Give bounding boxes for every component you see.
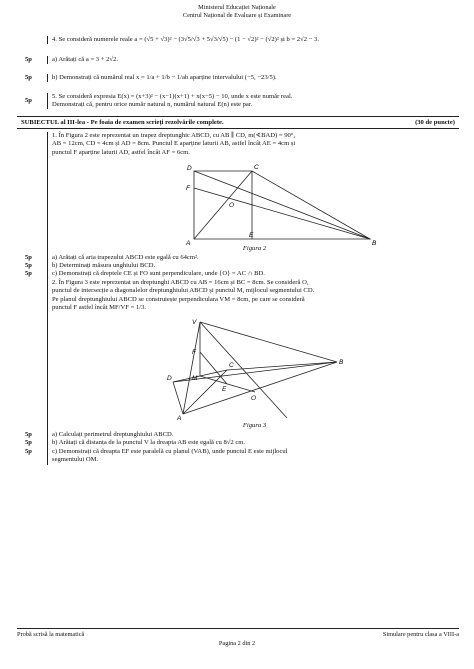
edge-da — [173, 382, 183, 414]
p2c-line1: c) Demonstrați că dreapta EF este paralelă cu planul (VAB), unde punctul E este mijlocul — [52, 447, 288, 455]
p2-block — [17, 279, 459, 431]
center-name: Centrul Național de Evaluare și Examinare — [182, 12, 292, 19]
footer-right: Simulare pentru clasa a VIII-a — [382, 631, 459, 638]
p1a-row — [17, 254, 459, 262]
q4b-text: b) Demonstrați că numărul real x = 1/a + 1/b − 1/ab aparține intervalului (−5, −23/5). — [47, 74, 459, 82]
p2-line1: 2. În Figura 3 este reprezentat un dreptunghi ABCD cu AB = 16cm și BC = 8cm. Se consideră O, — [52, 278, 309, 286]
p2b-text: b) Arătați că distanța de la punctul V la dreapta AB este egală cu 8√2 cm. — [47, 439, 459, 447]
p1c-row — [17, 270, 459, 278]
q4a-text: a) Arătați că a = 3 + 2√2. — [47, 56, 459, 64]
edge-ab — [183, 362, 337, 414]
section-3-heading: SUBIECTUL al III-lea - Pe foaia de examen scrieți rezolvările complete. — [21, 119, 224, 126]
figure-3-caption: Figura 3 — [242, 422, 267, 430]
fig3-label-m: M — [192, 375, 198, 383]
diagonal-bd — [194, 171, 370, 239]
segment-fb — [194, 188, 370, 239]
p1c-text: c) Demonstrați că dreptele CE și FO sunt perpendiculare, unde {O} = AC ∩ BD. — [47, 270, 459, 278]
p2c-line2: segmentului OM. — [52, 456, 99, 464]
p2-line2: punctul de intersecție a diagonalelor dreptunghiului ABCD și punctul M, mijlocul segmentului CD. — [52, 287, 315, 295]
points-label: 5p — [25, 262, 32, 270]
fig2-label-c: C — [254, 164, 259, 172]
q4-stem-row — [17, 27, 459, 53]
fig2-label-a: A — [186, 240, 191, 246]
p1b-text: b) Determinați măsura unghiului BCD. — [47, 262, 459, 270]
section-3-points: (30 de puncte) — [415, 119, 455, 126]
fig3-label-o: O — [251, 395, 257, 403]
points-label: 5p — [25, 253, 32, 261]
points-label: 5p — [25, 55, 32, 63]
page-footer — [17, 628, 459, 638]
fig3-label-b: B — [339, 359, 344, 367]
diagonal-db — [173, 362, 337, 382]
p2c-row — [17, 448, 459, 465]
q4-stem: 4. Se consideră numerele reale a = (√5 + √3)² − (3√5/√3 + 5√3/√5) − (1 − √2)² − (√2)² și b = 2√2 − 3. — [47, 36, 459, 44]
edge-vb — [200, 322, 337, 362]
page-header — [0, 4, 474, 20]
fig2-label-d: D — [187, 165, 192, 173]
p1-line2: AB = 12cm, CD = 4cm și AD = 8cm. Punctul E aparține laturii AB, astfel încât AE = 4cm și — [52, 140, 296, 148]
p2a-text: a) Calculați perimetrul dreptunghiului ABCD. — [47, 431, 459, 439]
q5-line1: 5. Se consideră expresia E(x) = (x+3)² − (x−1)(x+1) + x(x−5) − 10, unde x este număr real. — [52, 92, 293, 100]
points-label: 5p — [25, 439, 32, 447]
p1a-text: a) Arătați că aria trapezului ABCD este egală cu 64cm². — [47, 254, 459, 262]
figure-3 — [167, 314, 367, 422]
q5-text — [47, 93, 459, 110]
figure-2-caption: Figura 2 — [242, 245, 267, 253]
points-label: 5p — [25, 96, 32, 104]
diagonal-ac — [194, 171, 252, 239]
footer-left: Probă scrisă la matematică — [17, 631, 85, 638]
page-number: Pagina 2 din 2 — [218, 640, 256, 647]
p2b-row — [17, 439, 459, 447]
fig3-label-e: E — [222, 386, 227, 394]
fig3-label-f: F — [192, 349, 196, 357]
fig2-label-f: F — [186, 185, 190, 193]
q5-row — [17, 89, 459, 113]
ministry-name: Ministerul Educației Naționale — [198, 4, 276, 11]
segment-mo — [200, 376, 255, 392]
fig2-label-e: E — [249, 232, 254, 240]
p1-line3: punctul F aparține laturii AD, astfel încât AF = 6cm. — [52, 148, 190, 156]
points-label: 5p — [25, 447, 32, 455]
p2-line4: punctul F astfel încât MF/VF = 1/3. — [52, 304, 147, 312]
fig2-label-o: O — [229, 202, 235, 210]
p1-line1: 1. În Figura 2 este reprezentat un trapez dreptunghic ABCD, cu AB ∥ CD, m(∢BAD) = 90°, — [52, 132, 296, 139]
segment-fe — [200, 352, 227, 384]
points-label: 5p — [25, 270, 32, 278]
q4b-row — [17, 67, 459, 89]
fig3-label-v: V — [192, 319, 197, 327]
p1-block — [17, 132, 459, 254]
points-label: 5p — [25, 73, 32, 81]
points-label: 5p — [25, 430, 32, 438]
exam-sheet — [17, 27, 459, 465]
p2-line3: Pe planul dreptunghiului ABCD se construiește perpendiculara VM = 8cm, pe care se consideră — [52, 295, 305, 303]
fig3-label-a: A — [177, 415, 182, 423]
section-3-title — [17, 116, 459, 129]
q5-line2: Demonstrați că, pentru orice număr natural n, numărul natural E(n) este par. — [52, 101, 253, 108]
fig3-label-c: C — [229, 362, 234, 370]
figure-2 — [182, 159, 382, 245]
edge-va — [183, 322, 200, 414]
p2c-text — [47, 448, 459, 465]
fig2-label-b: B — [372, 240, 377, 246]
q4a-row — [17, 53, 459, 67]
p1b-row — [17, 262, 459, 270]
fig3-label-d: D — [167, 375, 172, 383]
